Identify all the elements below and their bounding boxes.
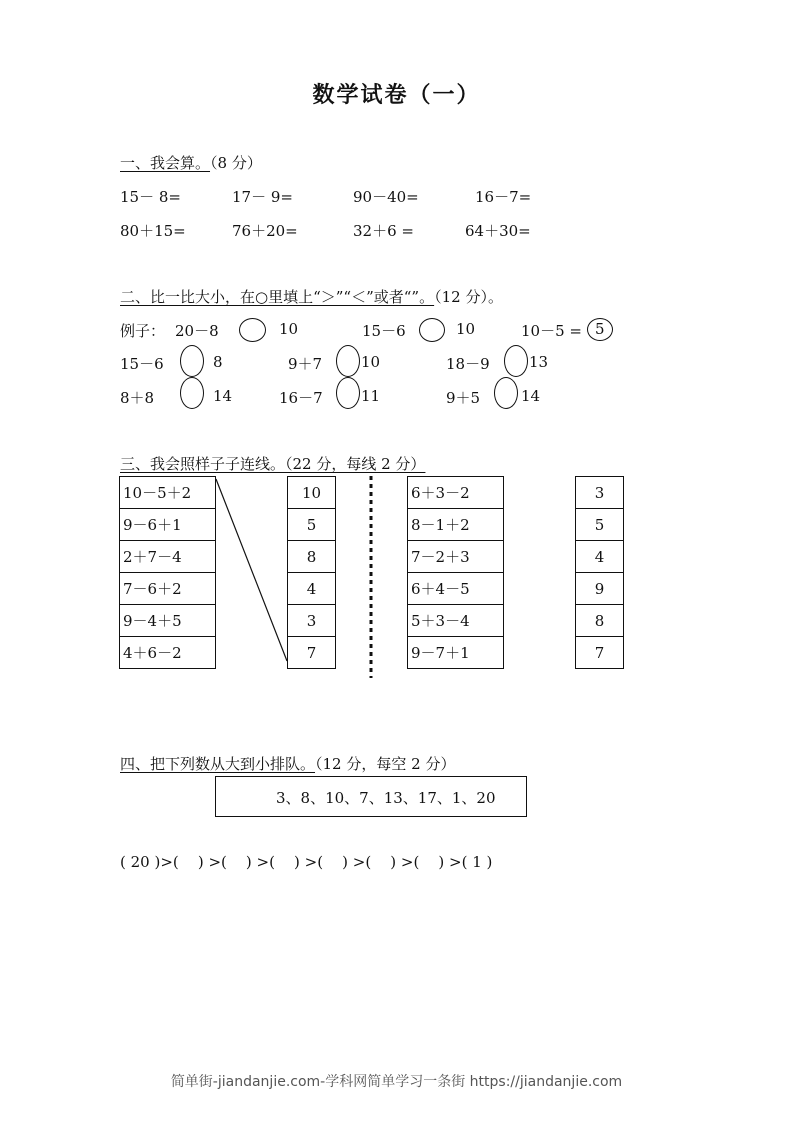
compare-right: 11 (361, 387, 381, 405)
calc-item: 32＋6 = (353, 222, 414, 240)
compare-left: 16－7 (279, 389, 323, 407)
match-result: 8 (576, 605, 624, 637)
example-connection-line (216, 479, 287, 661)
match-result: 3 (576, 477, 624, 509)
section-1-title: 一、我会算。 (120, 154, 211, 172)
section-4-score: （12 分，每空 2 分） (315, 755, 456, 773)
match-expression: 9－7＋1 (408, 637, 504, 669)
example-label: 例子： (120, 322, 166, 340)
compare-left: 10－5 = (521, 322, 582, 340)
match-expression: 2＋7－4 (120, 541, 216, 573)
match-result: 7 (288, 637, 336, 669)
match-expression: 10－5＋2 (120, 477, 216, 509)
match-result: 4 (576, 541, 624, 573)
match-result: 8 (288, 541, 336, 573)
numbers-box (215, 776, 527, 817)
compare-left: 15－6 (362, 322, 406, 340)
match-result: 9 (576, 573, 624, 605)
match-expression: 7－6＋2 (120, 573, 216, 605)
compare-left: 15－6 (120, 355, 164, 373)
calc-item: 90－40= (353, 188, 419, 206)
calc-item: 80＋15= (120, 222, 186, 240)
page-title: 数学试卷（一） (312, 83, 481, 108)
match-result: 10 (288, 477, 336, 509)
compare-right: 10 (456, 320, 476, 338)
compare-right: 10 (361, 353, 381, 371)
compare-right: 13 (529, 353, 549, 371)
match-expression: 6＋3－2 (408, 477, 504, 509)
calc-item: 15－ 8= (120, 188, 181, 206)
match-expression: 9－4＋5 (120, 605, 216, 637)
section-1-score: （8 分） (210, 154, 262, 172)
match-column-expressions-right (407, 476, 504, 669)
match-column-results-right (575, 476, 624, 669)
calc-item: 64＋30= (465, 222, 531, 240)
section-2-title: 二、比一比大小，在○里填上“＞”“＜”或者“”。 (120, 288, 435, 306)
order-answer-line: ( 20 )>( ) >( ) >( ) >( ) >( ) >( ) >( 1 ) (120, 853, 493, 871)
compare-left: 20－8 (175, 322, 219, 340)
compare-right: 14 (213, 387, 233, 405)
section-3-title: 三、我会照样子子连线。（22 分，每线 2 分） (120, 455, 426, 473)
compare-answer: 5 (595, 320, 605, 338)
section-2-score: （12 分）。 (434, 288, 503, 306)
compare-left: 8＋8 (120, 389, 155, 407)
section-4-heading (120, 753, 455, 774)
numbers-list: 3、8、10、7、13、17、1、20 (276, 789, 496, 807)
match-expression: 6＋4－5 (408, 573, 504, 605)
compare-left: 18－9 (446, 355, 490, 373)
section-4-title: 四、把下列数从大到小排队。 (120, 755, 316, 773)
calc-item: 17－ 9= (232, 188, 293, 206)
match-expression: 7－2＋3 (408, 541, 504, 573)
match-expression: 8－1＋2 (408, 509, 504, 541)
calc-item: 76＋20= (232, 222, 298, 240)
match-expression: 4＋6－2 (120, 637, 216, 669)
compare-right: 8 (213, 353, 223, 371)
match-result: 7 (576, 637, 624, 669)
match-expression: 9－6＋1 (120, 509, 216, 541)
compare-left: 9＋5 (446, 389, 481, 407)
compare-right: 14 (521, 387, 541, 405)
match-expression: 5＋3－4 (408, 605, 504, 637)
match-result: 5 (288, 509, 336, 541)
match-result: 5 (576, 509, 624, 541)
match-result: 3 (288, 605, 336, 637)
compare-left: 9＋7 (288, 355, 323, 373)
match-result: 4 (288, 573, 336, 605)
calc-item: 16－7= (475, 188, 532, 206)
compare-right: 10 (279, 320, 299, 338)
footer-watermark: 简单街-jiandanjie.com-学科网简单学习一条街 https://jiandanjie.com (170, 1074, 623, 1090)
